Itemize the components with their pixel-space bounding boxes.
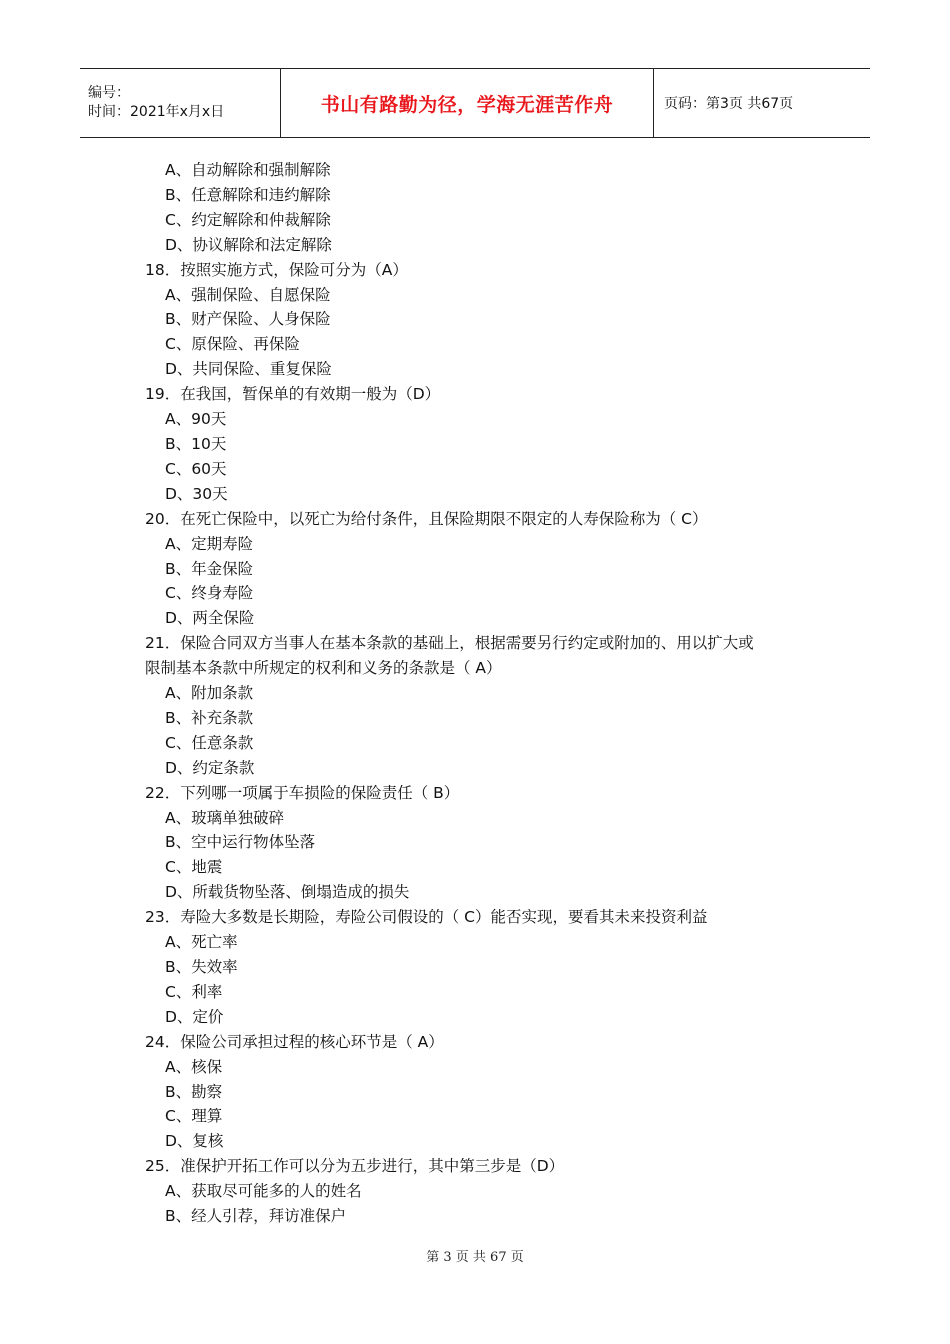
answer-option: A、死亡率	[165, 933, 238, 952]
header-info	[80, 69, 281, 137]
answer-option: D、约定条款	[165, 758, 255, 777]
question-text: 23．寿险大多数是长期险，寿险公司假设的（ C）能否实现，要看其未来投资利益	[145, 908, 708, 927]
answer-option: A、自动解除和强制解除	[165, 161, 331, 179]
header-motto-cell	[281, 69, 654, 137]
answer-option: A、90天	[165, 410, 227, 429]
answer-option: D、协议解除和法定解除	[165, 235, 332, 254]
answer-option: C、终身寿险	[165, 584, 254, 603]
motto: 书山有路勤为径，学海无涯苦作舟	[320, 93, 614, 116]
question-text: 19．在我国，暂保单的有效期一般为（D）	[145, 385, 441, 404]
answer-option: B、年金保险	[165, 559, 254, 578]
question-text: 24．保险公司承担过程的核心环节是（ A）	[145, 1032, 444, 1051]
answer-option: D、复核	[165, 1132, 224, 1151]
time-label: 时间：2021年x月x日	[88, 104, 225, 120]
number-label: 编号：	[88, 85, 130, 101]
question-text: 限制基本条款中所规定的权利和义务的条款是（ A）	[145, 659, 502, 678]
answer-option: B、失效率	[165, 958, 238, 976]
answer-option: C、约定解除和仲裁解除	[165, 210, 331, 229]
question-text: 20．在死亡保险中，以死亡为给付条件，且保险期限不限定的人寿保险称为（ C）	[145, 509, 708, 528]
question-text: 21．保险合同双方当事人在基本条款的基础上，根据需要另行约定或附加的、用以扩大或	[145, 634, 754, 653]
page-header	[80, 68, 870, 138]
answer-option: B、勘察	[165, 1082, 223, 1101]
question-text: 25．准保护开拓工作可以分为五步进行，其中第三步是（D）	[145, 1157, 565, 1176]
answer-option: A、获取尽可能多的人的姓名	[165, 1182, 362, 1201]
answer-option: C、利率	[165, 982, 223, 1001]
answer-option: B、空中运行物体坠落	[165, 833, 316, 852]
answer-option: A、玻璃单独破碎	[165, 808, 285, 827]
answer-option: B、财产保险、人身保险	[165, 310, 331, 329]
question-text: 22．下列哪一项属于车损险的保险责任（ B）	[145, 783, 460, 802]
answer-option: B、经人引荐，拜访准保户	[165, 1207, 347, 1226]
answer-option: B、任意解除和违约解除	[165, 185, 331, 204]
page-label: 页码：第3页 共67页	[664, 96, 794, 112]
answer-option: D、30天	[165, 484, 228, 503]
question-text: 18．按照实施方式，保险可分为（A）	[145, 260, 408, 279]
answer-option: C、原保险、再保险	[165, 335, 300, 354]
question-list	[145, 158, 825, 1229]
answer-option: A、附加条款	[165, 684, 254, 703]
answer-option: B、补充条款	[165, 708, 254, 727]
answer-option: D、所载货物坠落、倒塌造成的损失	[165, 883, 410, 902]
answer-option: A、核保	[165, 1057, 223, 1076]
page-footer: 第 3 页 共 67 页	[426, 1250, 524, 1265]
answer-option: D、定价	[165, 1007, 224, 1026]
answer-option: C、60天	[165, 459, 227, 478]
answer-option: A、强制保险、自愿保险	[165, 285, 331, 304]
answer-option: D、两全保险	[165, 609, 255, 628]
answer-option: D、共同保险、重复保险	[165, 360, 332, 379]
answer-option: B、10天	[165, 434, 227, 453]
answer-option: C、任意条款	[165, 733, 254, 752]
answer-option: C、理算	[165, 1107, 223, 1126]
header-page-cell	[654, 69, 870, 137]
answer-option: A、定期寿险	[165, 534, 254, 553]
answer-option: C、地震	[165, 858, 223, 877]
